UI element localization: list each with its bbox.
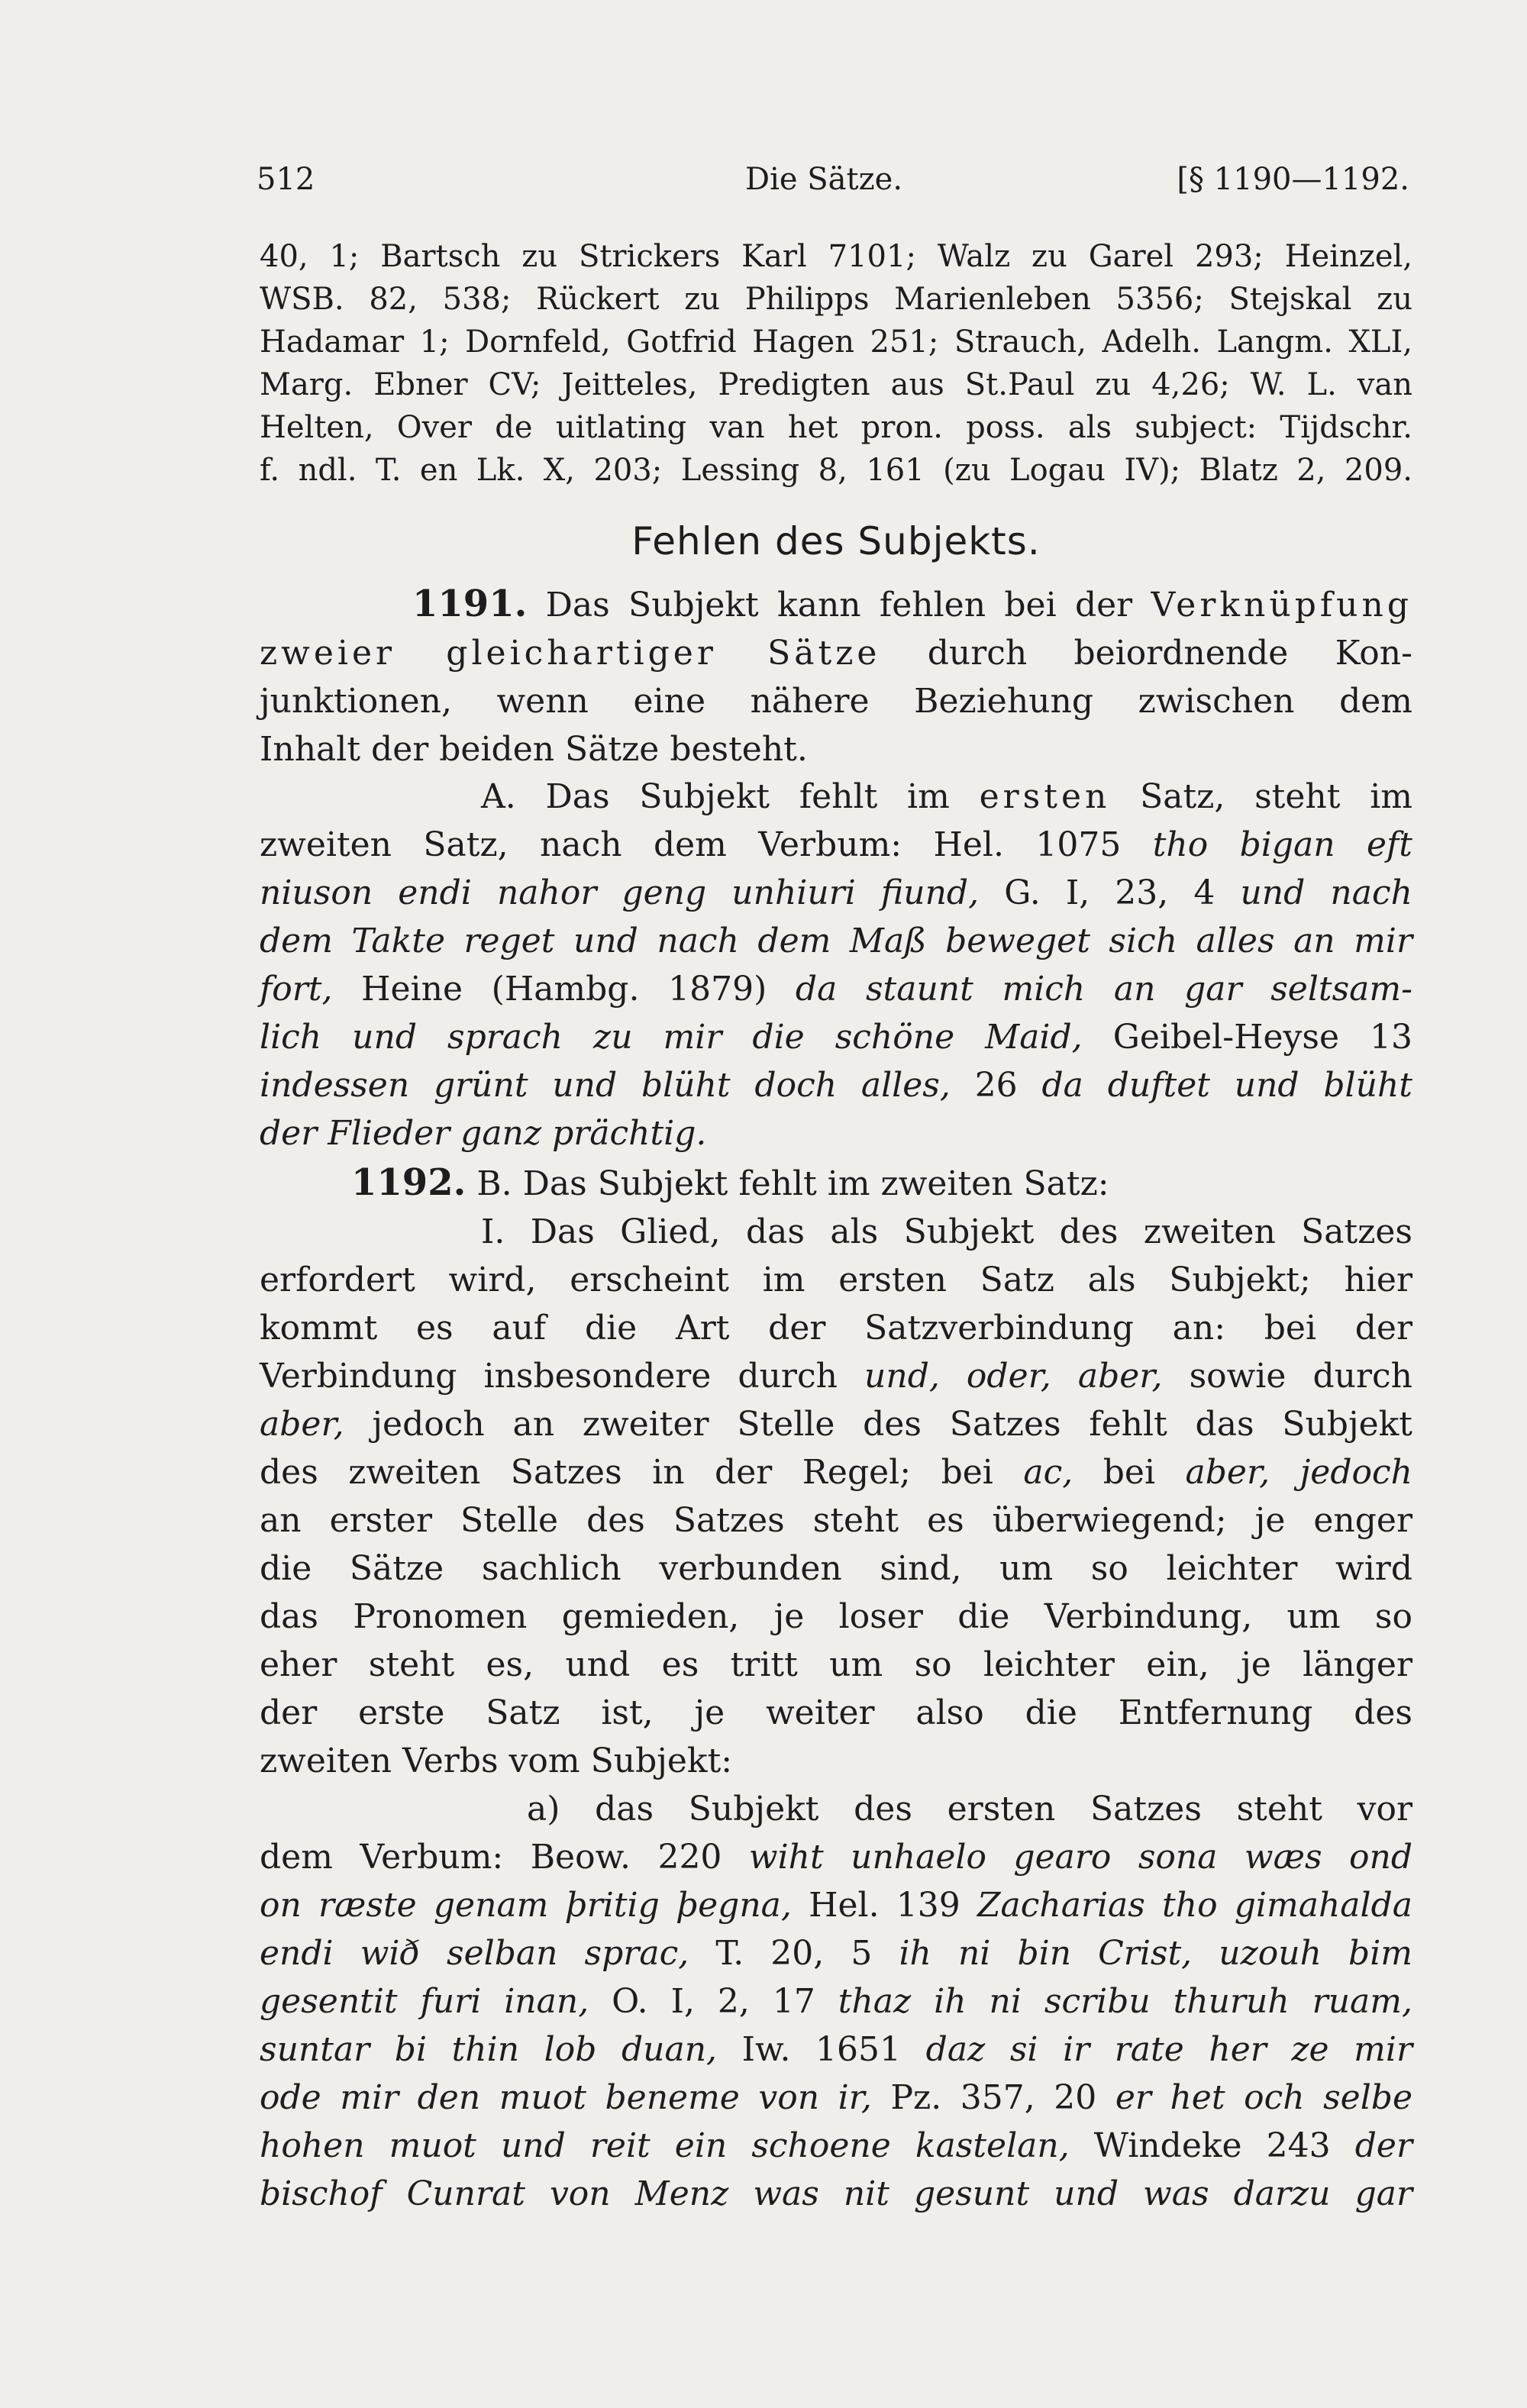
running-title: Die Sätze. [745, 162, 903, 197]
references-paragraph [260, 235, 1412, 492]
text-line: junktionen, wenn eine nähere Beziehung zwischen dem [260, 682, 1412, 721]
paragraph-number: 1192. [351, 1161, 466, 1204]
running-header [257, 162, 1409, 208]
text-line: der erste Satz ist, je weiter also die Entfernung des [260, 1693, 1412, 1732]
text-line: Marg. Ebner CV; Jeitteles, Predigten aus St.Paul zu 4,26; W. L. van [260, 367, 1412, 402]
text-line: Helten, Over de uitlating van het pron. poss. als subject: Tijdschr. [260, 410, 1412, 445]
text-line: kommt es auf die Art der Satzverbindung an: bei der [260, 1309, 1412, 1348]
text-line: erfordert wird, erscheint im ersten Satz als Subjekt; hier [260, 1260, 1412, 1299]
paragraph-1192: 1192. B. Das Subjekt fehlt im zweiten Satz: I. Das Glied, das als Subjekt des zweiten Satzes erfordert wird, erscheint im ersten Satz als Subjekt; hier kommt es auf die Art der Satzverbindung an: bei der Verbindung insbesondere durch und, oder, aber, sowie durch aber, jedoch an zweiter Stelle des Satzes fehlt das Subjekt des zweiten Satzes in der Regel; bei ac, bei aber, jedoch an erster Stelle des Satzes steht es überwiegend; je enger die Sätze sachlich verbunden sind, um so leichter wird das Pronomen gemieden, je loser die Verbindung, um so eher steht es, und es tritt um so leichter ein, je länger der erste Satz ist, je weiter also die Entfernung des zweiten Verbs vom Subjekt: [260, 1159, 1412, 1785]
section-title: Fehlen des Subjekts. [631, 519, 1041, 563]
text-line: a) das Subjekt des ersten Satzes steht vor [527, 1790, 1412, 1829]
text-line: 40, 1; Bartsch zu Strickers Karl 7101; Walz zu Garel 293; Heinzel, [260, 239, 1412, 274]
text-line: an erster Stelle des Satzes steht es überwiegend; je enger [260, 1501, 1412, 1540]
text-line: WSB. 82, 538; Rückert zu Philipps Marienleben 5356; Stejskal zu [260, 282, 1412, 317]
text-line: I. Das Glied, das als Subjekt des zweiten Satzes [481, 1212, 1412, 1251]
text-line: zweiten Verbs vom Subjekt: [260, 1741, 733, 1780]
text-line: Inhalt der beiden Sätze besteht. [260, 730, 808, 769]
paragraph-number: 1191. [412, 583, 528, 625]
section-range: [§ 1190—1192. [1177, 162, 1409, 197]
paragraph-1191: 1191. Das Subjekt kann fehlen bei der Verknüpfung zweier gleichartiger Sätze durch beiordnende Kon- junktionen, wenn eine nähere Beziehung zwischen dem Inhalt der beiden Sätze besteht. [260, 580, 1412, 773]
text-line: Hadamar 1; Dornfeld, Gotfrid Hagen 251; Strauch, Adelh. Langm. XLI, [260, 324, 1412, 360]
text-line: eher steht es, und es tritt um so leichter ein, je länger [260, 1645, 1412, 1684]
text-line: f. ndl. T. en Lk. X, 203; Lessing 8, 161 (zu Logau IV); Blatz 2, 209. [260, 453, 1412, 488]
page-number: 512 [257, 162, 315, 197]
paragraph-a-sub: a) das Subjekt des ersten Satzes steht vor dem Verbum: Beow. 220 wiht unhaelo gearo sona wæs ond on ræste genam þritig þegna, Hel. 139 Zacharias tho gimahalda endi wið selban sprac, T. 20, 5 ih ni bin Crist, uzouh bim gesentit furi inan, O. I, 2, 17 thaz ih ni scribu thuruh ruam, suntar bi thin lob duan, Iw. 1651 daz si ir rate her ze mir ode mir den muot beneme von ir, Pz. 357, 20 er het och selbe hohen muot und reit ein schoene kastelan, Windeke 243 der bischof Cunrat von Menz was nit gesunt und was darzu gar [260, 1785, 1412, 2218]
text-line: die Sätze sachlich verbunden sind, um so leichter wird [260, 1549, 1412, 1588]
text-line: das Pronomen gemieden, je loser die Verbindung, um so [260, 1597, 1412, 1636]
paragraph-a: A. Das Subjekt fehlt im ersten Satz, steht im zweiten Satz, nach dem Verbum: Hel. 1075 tho bigan eft niuson endi nahor geng unhiuri fiund, G. I, 23, 4 und nach dem Takte reget und nach dem Maß beweget sich alles an mir fort, Heine (Hambg. 1879) da staunt mich an gar seltsam- lich und sprach zu mir die schöne Maid, Geibel-Heyse 13 indessen grünt und blüht doch alles, 26 da duftet und blüht der Flieder ganz prächtig. [260, 777, 1413, 1153]
